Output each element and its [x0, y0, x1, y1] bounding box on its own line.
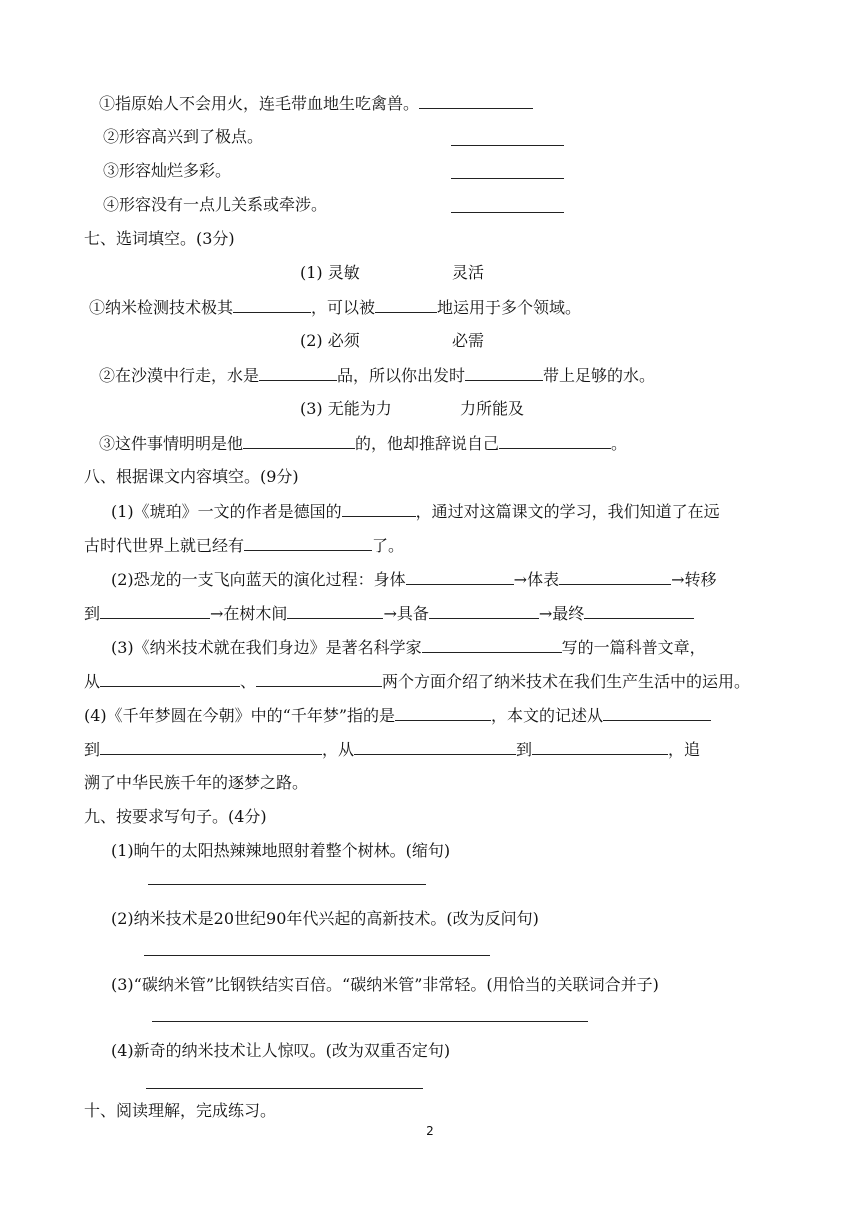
blank[interactable] — [256, 670, 382, 687]
q6-item-1 — [99, 92, 533, 115]
text: 写的一篇科普文章， — [561, 638, 706, 657]
q6-item-2-text: ②形容高兴到了极点。 — [103, 127, 264, 146]
blank[interactable] — [584, 602, 694, 619]
q7-pair-2-num: (2) — [300, 331, 323, 350]
blank[interactable] — [100, 670, 240, 687]
text: 带上足够的水。 — [543, 366, 656, 385]
text: ③这件事情明明是他 — [99, 434, 244, 453]
q8-item-2-line-1 — [111, 568, 717, 591]
text: ，本文的记述从 — [491, 706, 604, 725]
text: 古时代世界上就已经有 — [84, 536, 245, 555]
text: 从 — [84, 672, 101, 691]
blank[interactable] — [406, 568, 514, 585]
text: 到 — [516, 740, 533, 759]
text: →体表 — [513, 570, 560, 589]
blank[interactable] — [499, 432, 611, 449]
text: →转移 — [671, 570, 717, 589]
q7-pair-2-word-b: 必需 — [452, 331, 485, 350]
q7-pair-1-word-b: 灵活 — [452, 263, 485, 282]
q8-item-4-line-2 — [84, 738, 700, 761]
q8-item-1-line-1 — [111, 500, 720, 523]
text: 到 — [84, 604, 101, 623]
text: (4)《千年梦圆在今朝》中的“千年梦”指的是 — [84, 706, 396, 725]
q6-item-3-text: ③形容灿烂多彩。 — [103, 161, 232, 180]
q6-item-2 — [103, 126, 263, 148]
text: 的，他却推辞说自己 — [355, 434, 500, 453]
blank[interactable] — [259, 364, 337, 381]
q7-pair-1-word-a: 灵敏 — [327, 263, 360, 282]
q8-item-4-line-3: 溯了中华民族千年的逐梦之路。 — [84, 773, 309, 792]
q7-pair-3-num: (3) — [300, 399, 323, 418]
text: 、 — [240, 672, 257, 691]
page-number: 2 — [426, 1124, 434, 1138]
q9-item-2: (2)纳米技术是20世纪90年代兴起的高新技术。(改为反问句) — [111, 909, 539, 928]
q6-item-4 — [103, 194, 327, 216]
q7-pair-3-word-b: 力所能及 — [460, 399, 525, 418]
q9-item-2-answer-line[interactable] — [144, 955, 490, 956]
text: 。 — [611, 434, 628, 453]
blank[interactable] — [375, 296, 437, 313]
q8-item-3-line-1 — [111, 636, 706, 659]
text: ②在沙漠中行走，水是 — [99, 366, 260, 385]
q9-item-3: (3)“碳纳米管”比钢铁结实百倍。“碳纳米管”非常轻。(用恰当的关联词合并子) — [111, 975, 659, 994]
q9-item-1: (1)晌午的太阳热辣辣地照射着整个树林。(缩句) — [111, 841, 451, 860]
blank[interactable] — [422, 636, 562, 653]
blank[interactable] — [243, 432, 355, 449]
q6-item-1-text: ①指原始人不会用火，连毛带血地生吃禽兽。 — [99, 94, 420, 113]
text: →具备 — [383, 604, 429, 623]
blank[interactable] — [100, 738, 322, 755]
blank[interactable] — [100, 602, 210, 619]
q7-pair-1 — [300, 262, 360, 284]
q8-item-3-line-2 — [84, 670, 750, 693]
blank[interactable] — [603, 704, 711, 721]
q7-pair-1-num: (1) — [300, 263, 323, 282]
q8-item-1-line-2 — [84, 534, 404, 557]
blank[interactable] — [395, 704, 491, 721]
blank[interactable] — [233, 296, 311, 313]
text: →在树木间 — [210, 604, 288, 623]
q7-pair-3 — [300, 398, 392, 420]
blank[interactable] — [244, 534, 372, 551]
q8-item-2-line-2 — [84, 602, 694, 625]
q9-item-3-answer-line[interactable] — [152, 1021, 588, 1022]
blank[interactable] — [354, 738, 516, 755]
text: 了。 — [372, 536, 405, 555]
q9-item-4: (4)新奇的纳米技术让人惊叹。(改为双重否定句) — [111, 1041, 451, 1060]
q7-pair-3-word-a: 无能为力 — [327, 399, 392, 418]
q6-item-4-text: ④形容没有一点儿关系或牵涉。 — [103, 195, 328, 214]
text: (2)恐龙的一支飞向蓝天的演化过程：身体 — [111, 570, 406, 589]
text: ①纳米检测技术极其 — [89, 298, 234, 317]
blank[interactable] — [465, 364, 543, 381]
text: ，可以被 — [311, 298, 376, 317]
blank[interactable] — [287, 602, 383, 619]
text: ，通过对这篇课文的学习，我们知道了在远 — [415, 502, 720, 521]
q6-item-2-blank[interactable] — [451, 145, 564, 146]
q9-title: 九、按要求写句子。(4分) — [84, 807, 267, 826]
text: →最终 — [538, 604, 585, 623]
q6-item-4-blank[interactable] — [451, 212, 564, 213]
text: 品，所以你出发时 — [337, 366, 466, 385]
blank[interactable] — [429, 602, 539, 619]
blank[interactable] — [532, 738, 668, 755]
q9-item-1-answer-line[interactable] — [148, 884, 426, 885]
q10-title: 十、阅读理解，完成练习。 — [84, 1101, 277, 1120]
q7-pair-2-word-a: 必须 — [327, 331, 360, 350]
q7-sentence-1 — [89, 296, 581, 319]
q8-title: 八、根据课文内容填空。(9分) — [84, 467, 299, 486]
blank[interactable] — [419, 92, 533, 109]
q7-sentence-3 — [99, 432, 627, 455]
q6-item-3-blank[interactable] — [451, 178, 564, 179]
text: (3)《纳米技术就在我们身边》是著名科学家 — [111, 638, 422, 657]
text: ，追 — [668, 740, 701, 759]
q7-sentence-2 — [99, 364, 655, 387]
blank[interactable] — [342, 500, 416, 517]
text: (1)《琥珀》一文的作者是德国的 — [111, 502, 342, 521]
text: 到 — [84, 740, 101, 759]
q7-title: 七、选词填空。(3分) — [84, 229, 235, 248]
q9-item-4-answer-line[interactable] — [146, 1088, 423, 1089]
q6-item-3 — [103, 160, 231, 182]
blank[interactable] — [559, 568, 671, 585]
text: 两个方面介绍了纳米技术在我们生产生活中的运用。 — [382, 672, 751, 691]
text: 地运用于多个领域。 — [437, 298, 582, 317]
text: ，从 — [322, 740, 355, 759]
q8-item-4-line-1 — [84, 704, 711, 727]
q7-pair-2 — [300, 330, 360, 352]
